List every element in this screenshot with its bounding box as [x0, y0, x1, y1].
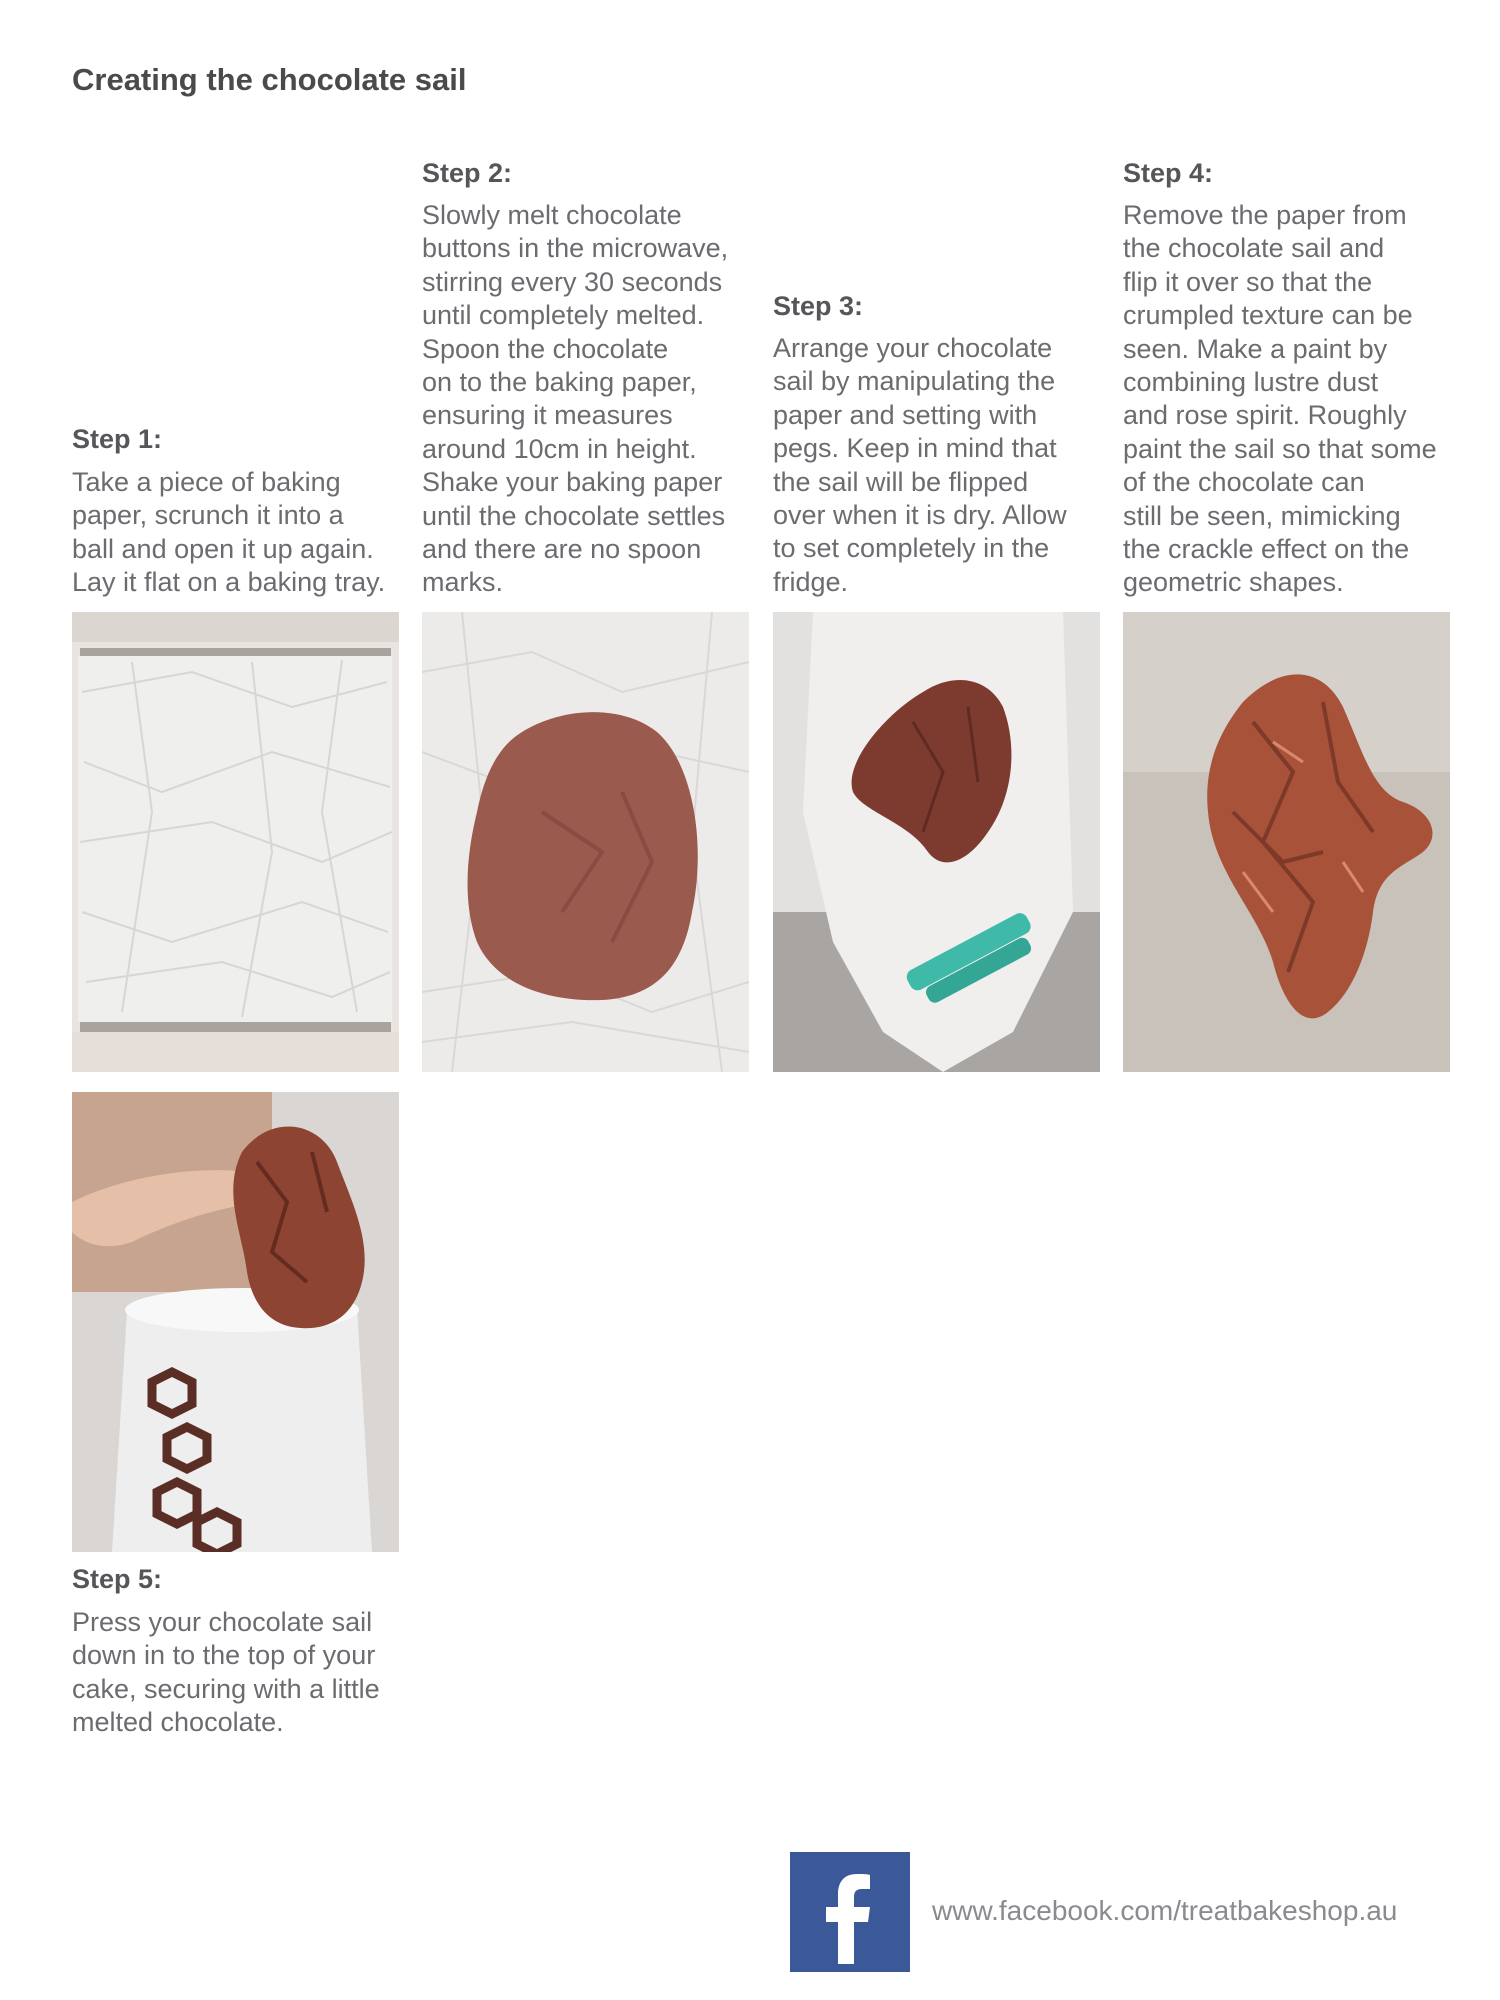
step-1-photo: [72, 612, 399, 1072]
facebook-icon[interactable]: [790, 1852, 910, 1972]
step-4-text: Remove the paper from the chocolate sail and flip it over so that the crumpled texture can be seen. Make a paint by combining lustre dust and rose spirit. Roughly paint the sail so that some of the chocolate can still be seen, mimicking the crackle effect on the geometric shapes.: [1123, 200, 1437, 598]
step-3-text: Arrange your chocolate sail by manipulating the paper and setting with pegs. Keep in mind that the sail will be flipped over when it is dry. Allow to set completely in the fridge.: [773, 333, 1067, 597]
step-3-photo: [773, 612, 1100, 1072]
step-4-heading: Step 4:: [1123, 158, 1214, 188]
step-5-heading: Step 5:: [72, 1564, 163, 1594]
facebook-link[interactable]: www.facebook.com/treatbakeshop.au: [932, 1895, 1398, 1926]
step-2-heading: Step 2:: [422, 158, 513, 188]
step-1-heading: Step 1:: [72, 424, 163, 454]
step-5-text: Press your chocolate sail down in to the top of your cake, securing with a little melted chocolate.: [72, 1607, 380, 1738]
step-3-heading: Step 3:: [773, 291, 864, 321]
step-4-photo: [1123, 612, 1450, 1072]
step-2-text: Slowly melt chocolate buttons in the microwave, stirring every 30 seconds until completely melted. Spoon the chocolate on to the baking paper, ensuring it measures around 10cm in height. Shake your baking paper until the chocolate settles and there are no spoon marks.: [422, 200, 729, 598]
step-2-photo: [422, 612, 749, 1072]
step-5-photo: [72, 1092, 399, 1552]
step-1-text: Take a piece of baking paper, scrunch it into a ball and open it up again. Lay it flat on a baking tray.: [72, 467, 386, 598]
page-title: Creating the chocolate sail: [72, 62, 467, 97]
